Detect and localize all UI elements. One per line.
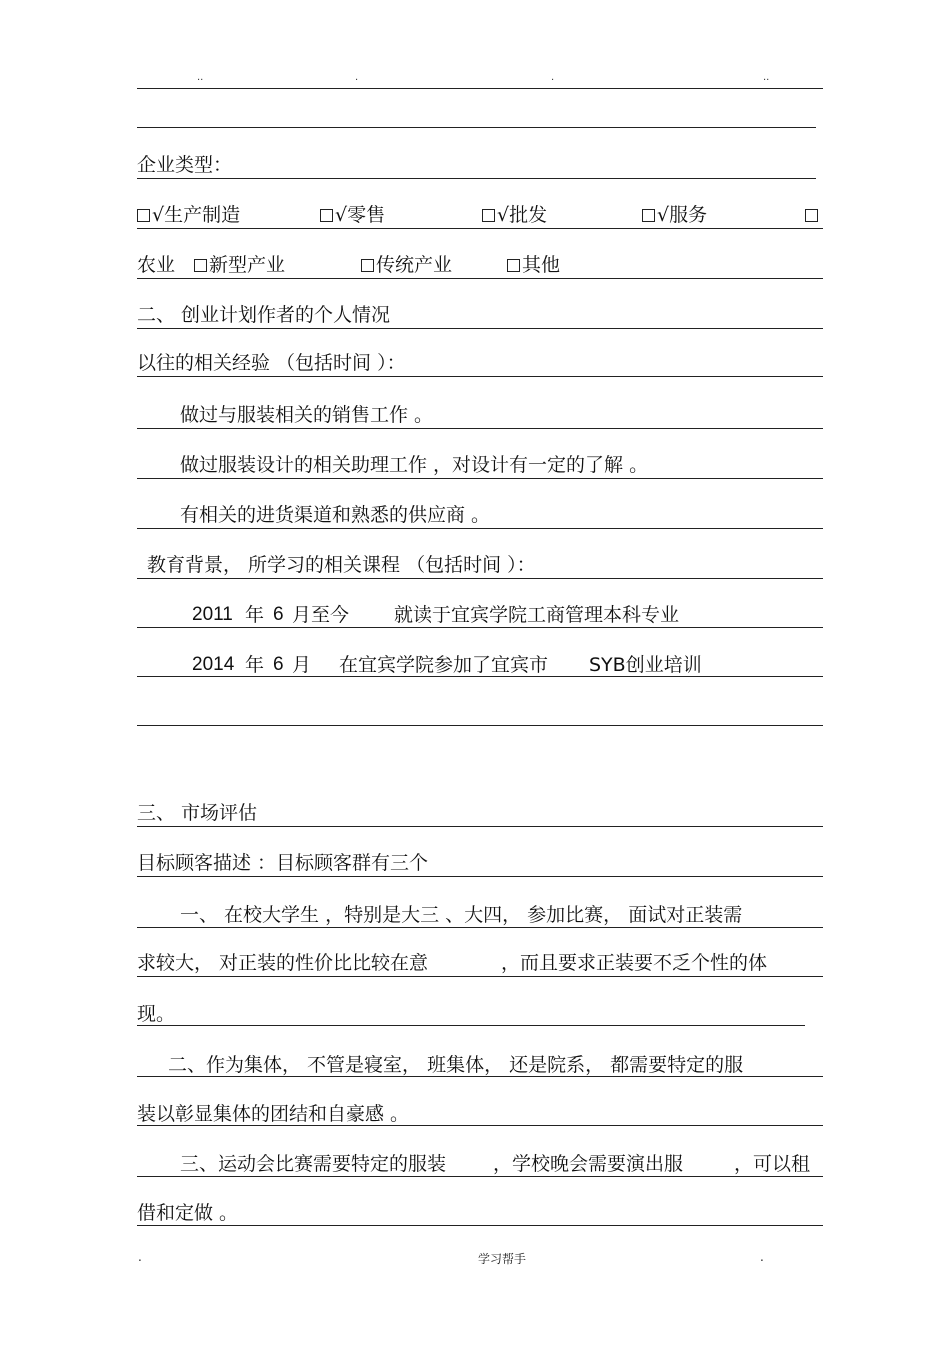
paragraph-3-text-1a: 三、运动会比赛需要特定的服装 xyxy=(180,1153,447,1175)
checkbox-icon xyxy=(361,259,374,272)
enterprise-type-row-2 xyxy=(137,252,823,278)
target-label-line xyxy=(137,850,823,876)
paragraph-1-text-1: 一、 在校大学生 ，特别是大三 、大四， 参加比赛， 面试对正装需 xyxy=(180,904,743,926)
checkbox-retail[interactable]: √零售 xyxy=(320,202,385,228)
experience-item-3: 有相关的进货渠道和熟悉的供应商 。 xyxy=(180,504,491,526)
experience-item-3-line xyxy=(137,502,823,528)
rule xyxy=(137,528,823,529)
rule xyxy=(137,478,823,479)
rule xyxy=(137,376,823,377)
paragraph-3-text-1c: ，可以租 xyxy=(734,1153,811,1175)
rule xyxy=(137,927,823,928)
footer-right-dot: . xyxy=(760,1250,764,1264)
paragraph-1-text-2a: 求较大， 对正装的性价比比较在意 xyxy=(137,952,429,974)
rule xyxy=(137,1025,805,1026)
experience-label-line xyxy=(137,350,823,376)
paragraph-3-text-2: 借和定做 。 xyxy=(137,1202,239,1224)
checkbox-icon xyxy=(642,209,655,222)
rule xyxy=(137,178,816,179)
education-2-desc: 在宜宾学院参加了宜宾市 xyxy=(339,654,549,676)
education-2-year-unit: 年 xyxy=(245,654,265,676)
education-1-month: 6 xyxy=(273,604,284,625)
education-2-year: 2014 xyxy=(192,654,235,675)
footer-left-dot: . xyxy=(138,1250,142,1264)
paragraph-1-text-2b: ，而且要求正装要不乏个性的体 xyxy=(501,952,768,974)
section-2-title-line xyxy=(137,302,823,328)
paragraph-1-text-3: 现。 xyxy=(137,1003,176,1025)
experience-item-2: 做过服装设计的相关助理工作 ，对设计有一定的了解 。 xyxy=(180,454,649,476)
paragraph-1-line-2 xyxy=(137,950,823,976)
header-dot-3: . xyxy=(551,72,555,83)
section-2-title: 二、 创业计划作者的个人情况 xyxy=(137,304,391,326)
education-2-desc-syb: SYB创业培训 xyxy=(589,654,702,676)
paragraph-3-text-1b: ，学校晚会需要演出服 xyxy=(493,1153,684,1175)
rule xyxy=(137,228,823,229)
rule xyxy=(137,278,823,279)
rule xyxy=(137,826,823,827)
header-dot-4: .. xyxy=(763,72,770,83)
checkbox-icon xyxy=(482,209,495,222)
checkbox-icon xyxy=(507,259,520,272)
education-1-month-tail: 月至今 xyxy=(292,604,350,626)
rule xyxy=(137,976,823,977)
rule xyxy=(137,1176,823,1177)
rule xyxy=(137,1125,823,1126)
blank-rule xyxy=(137,127,816,128)
rule xyxy=(137,1225,823,1226)
rule xyxy=(137,578,823,579)
header-rule xyxy=(137,88,823,89)
section-3-title: 三、 市场评估 xyxy=(137,802,258,824)
checkbox-traditional-industry[interactable]: 传统产业 xyxy=(361,252,452,278)
education-label-line xyxy=(137,552,823,578)
checkbox-icon xyxy=(137,209,150,222)
education-2-month-tail: 月 xyxy=(292,654,312,676)
education-1-year-unit: 年 xyxy=(245,604,265,626)
header-dot-2: . xyxy=(355,72,359,83)
education-2-month: 6 xyxy=(273,654,284,675)
checkbox-manufacturing[interactable]: √生产制造 xyxy=(137,202,240,228)
education-1-desc: 就读于宜宾学院工商管理本科专业 xyxy=(394,604,680,626)
rule xyxy=(137,876,823,877)
paragraph-3-line-2 xyxy=(137,1200,823,1226)
paragraph-2-text-1: 二、作为集体， 不管是寝室， 班集体， 还是院系， 都需要特定的服 xyxy=(168,1054,744,1076)
checkbox-other[interactable]: 其他 xyxy=(507,252,560,278)
rule xyxy=(137,428,823,429)
checkbox-icon xyxy=(805,209,818,222)
checkbox-wholesale[interactable]: √批发 xyxy=(482,202,547,228)
experience-item-1: 做过与服装相关的销售工作 。 xyxy=(180,404,434,426)
checkbox-agriculture[interactable] xyxy=(805,202,820,228)
enterprise-type-label-line xyxy=(137,152,823,178)
header-dot-1: .. xyxy=(197,72,204,83)
paragraph-2-line-1 xyxy=(137,1052,823,1078)
education-item-2-line xyxy=(137,652,823,678)
education-1-year: 2011 xyxy=(192,604,233,625)
experience-item-2-line xyxy=(137,452,823,478)
target-customers-label: 目标顾客描述 ：目标顾客群有三个 xyxy=(137,852,429,874)
section-3-title-line xyxy=(137,800,823,826)
checkbox-new-industry[interactable]: 新型产业 xyxy=(194,252,285,278)
education-item-1-line xyxy=(137,602,823,628)
rule xyxy=(137,676,823,677)
rule xyxy=(137,328,823,329)
experience-item-1-line xyxy=(137,402,823,428)
enterprise-type-row-1 xyxy=(137,202,823,228)
paragraph-2-line-2 xyxy=(137,1101,823,1127)
agriculture-label: 农业 xyxy=(137,254,176,276)
paragraph-3-line-1 xyxy=(137,1151,823,1177)
footer-center-text: 学习帮手 xyxy=(478,1252,527,1266)
blank-rule xyxy=(137,725,823,726)
paragraph-1-line-3 xyxy=(137,1001,823,1027)
checkbox-icon xyxy=(320,209,333,222)
enterprise-type-label: 企业类型： xyxy=(137,154,233,176)
paragraph-1-line-1 xyxy=(137,902,823,928)
education-label: 教育背景， 所学习的相关课程 （包括时间 ）： xyxy=(147,554,536,576)
paragraph-2-text-2: 装以彰显集体的团结和自豪感 。 xyxy=(137,1103,410,1125)
checkbox-service[interactable]: √服务 xyxy=(642,202,707,228)
checkbox-icon xyxy=(194,259,207,272)
experience-label: 以往的相关经验 （包括时间 ）： xyxy=(137,352,406,374)
rule xyxy=(137,1076,823,1077)
rule xyxy=(137,627,823,628)
